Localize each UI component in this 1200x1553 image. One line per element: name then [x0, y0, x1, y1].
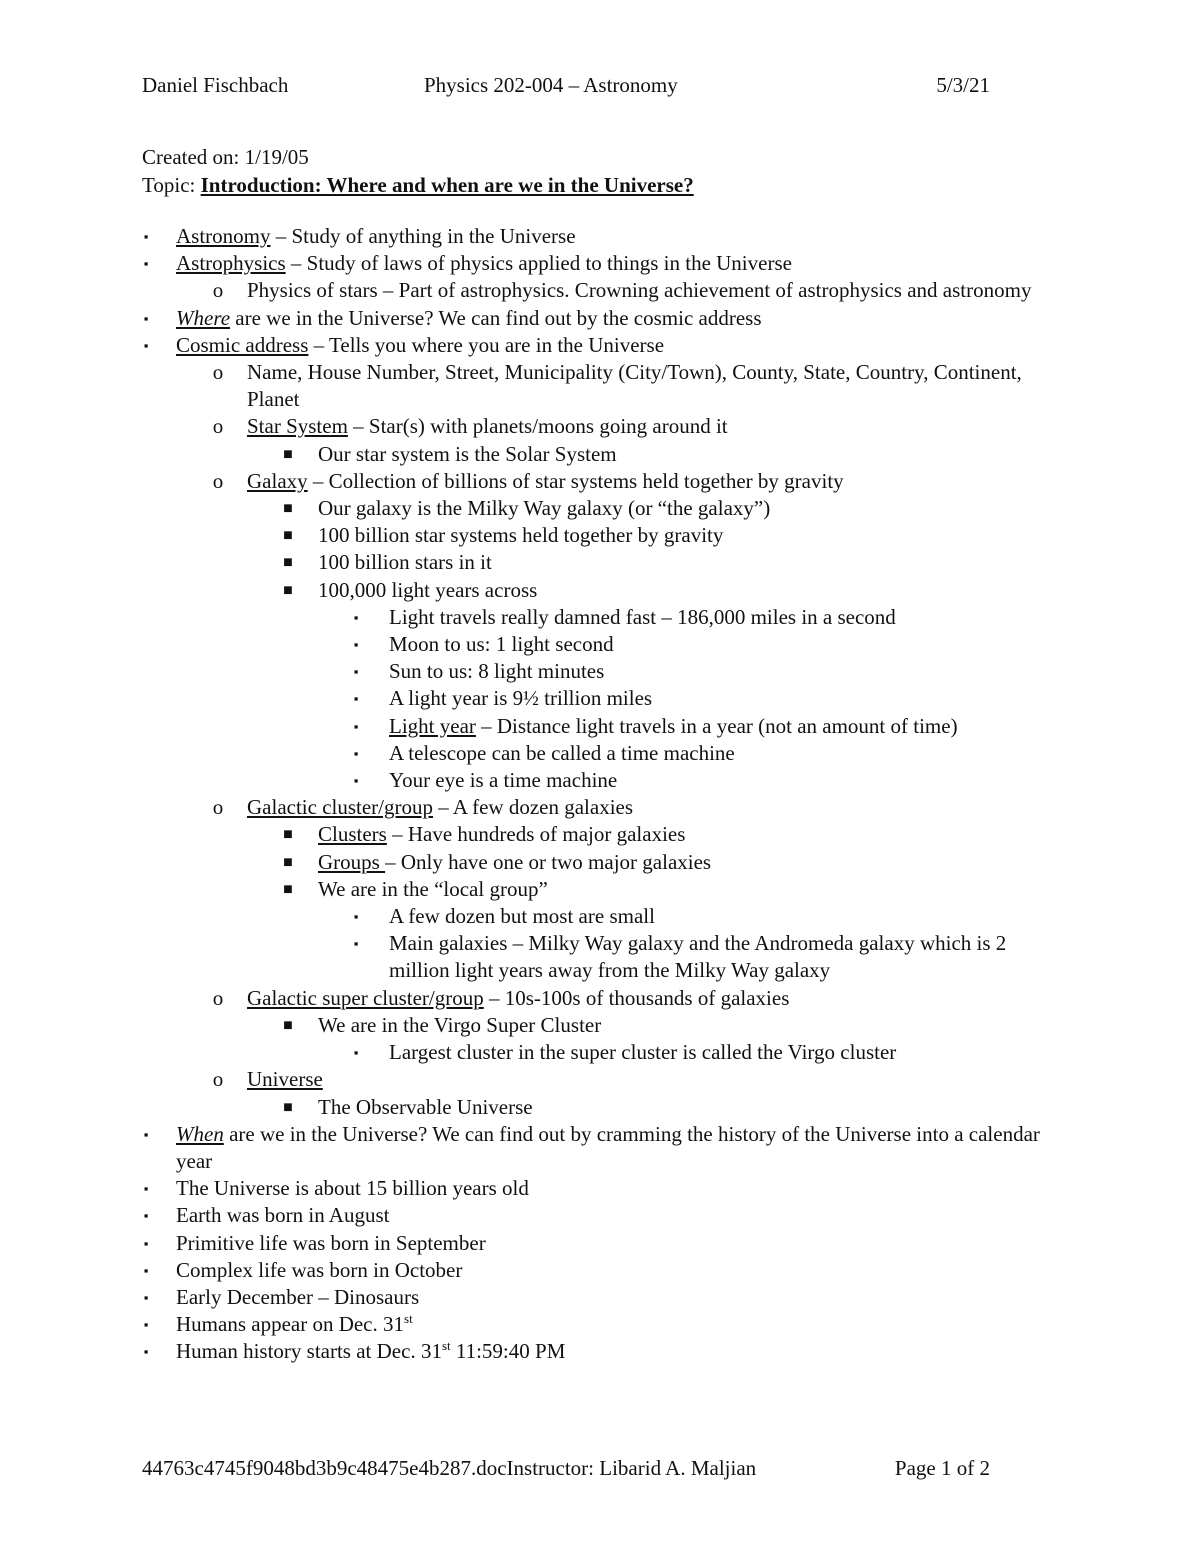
header-date: 5/3/21: [936, 73, 990, 97]
note-text: 100 billion star systems held together by gravity: [318, 523, 724, 548]
page-footer: [142, 1456, 990, 1486]
term: Galactic cluster/group: [247, 795, 434, 820]
course-title: Physics 202-004 – Astronomy: [424, 73, 678, 97]
created-date: 1/19/05: [244, 145, 309, 169]
square-bullet-icon: ▪: [143, 1344, 149, 1360]
small-square-bullet-icon: ▪: [353, 609, 359, 625]
circle-bullet-icon: o: [212, 278, 224, 303]
ordinal-suffix: st: [404, 1311, 413, 1327]
circle-bullet-icon: o: [212, 1067, 224, 1092]
note-super-cluster: [0, 985, 1200, 1012]
topic-title: Introduction: Where and when are we in the Universe?: [200, 173, 694, 197]
note-human-history: [0, 1338, 1200, 1365]
note-text: Largest cluster in the super cluster is called the Virgo cluster: [389, 1040, 897, 1065]
small-square-bullet-icon: ▪: [353, 745, 359, 761]
note-address-parts: [0, 359, 1200, 413]
note-galaxy-size: [0, 577, 1200, 604]
note-sun-distance: [0, 658, 1200, 685]
page-number: Page 1 of 2: [894, 1456, 990, 1480]
definition: – 10s-100s of thousands of galaxies: [483, 985, 790, 1010]
filled-square-bullet-icon: ■: [283, 581, 293, 599]
note-text: Complex life was born in October: [176, 1257, 463, 1282]
note-clusters: [0, 821, 1200, 848]
note-virgo-cluster: [0, 1039, 1200, 1066]
small-square-bullet-icon: ▪: [353, 691, 359, 707]
definition: – A few dozen galaxies: [433, 795, 634, 820]
definition: – Collection of billions of star systems held together by gravity: [307, 468, 844, 493]
note-eye: [0, 767, 1200, 794]
square-bullet-icon: ▪: [143, 1208, 149, 1224]
note-when: [0, 1121, 1200, 1175]
note-text: Earth was born in August: [176, 1203, 390, 1228]
page-header: [142, 73, 990, 103]
note-solar-system: [0, 441, 1200, 468]
term: Astrophysics: [176, 251, 286, 276]
term: Clusters: [318, 822, 387, 847]
note-galactic-cluster: [0, 794, 1200, 821]
note-milky-way: [0, 495, 1200, 522]
term: Light year: [389, 713, 476, 738]
term: Groups: [318, 849, 386, 874]
square-bullet-icon: ▪: [143, 1126, 149, 1142]
note-earth-born: [0, 1202, 1200, 1229]
ordinal-suffix: st: [441, 1338, 451, 1354]
square-bullet-icon: ▪: [143, 310, 149, 326]
square-bullet-icon: ▪: [143, 1289, 149, 1305]
note-text: Sun to us: 8 light minutes: [389, 659, 605, 684]
note-text: Main galaxies – Milky Way galaxy and the Andromeda galaxy which is 2 million light years away from the Milky Way galaxy: [389, 931, 1007, 983]
filled-square-bullet-icon: ■: [283, 880, 293, 898]
term: Star System: [247, 414, 348, 439]
note-light-speed: [0, 604, 1200, 631]
note-star-systems-count: [0, 522, 1200, 549]
square-bullet-icon: ▪: [143, 337, 149, 353]
note-text: A few dozen but most are small: [389, 904, 655, 929]
note-time: 11:59:40 PM: [450, 1339, 566, 1364]
note-light-year-definition: [0, 713, 1200, 740]
note-text: Our star system is the Solar System: [318, 441, 617, 466]
square-bullet-icon: ▪: [143, 229, 149, 244]
note-main-galaxies: [0, 930, 1200, 984]
small-square-bullet-icon: ▪: [353, 637, 359, 653]
note-text: Light travels really damned fast – 186,000 miles in a second: [389, 604, 896, 629]
topic-line: [142, 171, 1042, 199]
note-text: Moon to us: 1 light second: [389, 632, 614, 657]
note-text: A telescope can be called a time machine: [389, 740, 735, 765]
circle-bullet-icon: o: [212, 360, 224, 385]
note-local-group: [0, 876, 1200, 903]
note-virgo-super-cluster: [0, 1012, 1200, 1039]
note-primitive-life: [0, 1230, 1200, 1257]
square-bullet-icon: ▪: [143, 256, 149, 272]
note-moon-distance: [0, 631, 1200, 658]
note-complex-life: [0, 1257, 1200, 1284]
note-galaxy: [0, 468, 1200, 495]
document-meta: [142, 143, 1042, 199]
small-square-bullet-icon: ▪: [353, 773, 359, 789]
definition: – Only have one or two major galaxies: [385, 849, 712, 874]
note-observable-universe: [0, 1094, 1200, 1121]
note-humans-appear: [0, 1311, 1200, 1338]
author-name: Daniel Fischbach: [142, 73, 289, 97]
definition: – Study of laws of physics applied to things in the Universe: [285, 251, 792, 276]
note-text: We are in the “local group”: [318, 876, 548, 901]
created-on-line: [142, 143, 1042, 171]
filled-square-bullet-icon: ■: [283, 500, 293, 518]
note-telescope: [0, 740, 1200, 767]
note-few-dozen: [0, 903, 1200, 930]
note-text: We are in the Virgo Super Cluster: [318, 1012, 602, 1037]
note-text: 100,000 light years across: [318, 577, 538, 602]
filled-square-bullet-icon: ■: [283, 527, 293, 545]
note-text: Humans appear on Dec. 31: [176, 1312, 405, 1337]
note-universe-age: [0, 1175, 1200, 1202]
filled-square-bullet-icon: ■: [283, 1016, 293, 1034]
note-stars-count: [0, 549, 1200, 576]
square-bullet-icon: ▪: [143, 1181, 149, 1197]
created-label: Created on:: [142, 145, 240, 169]
note-physics-of-stars: [0, 277, 1200, 304]
note-astronomy: [0, 223, 1200, 250]
term: Galaxy: [247, 468, 308, 493]
circle-bullet-icon: o: [212, 985, 224, 1010]
note-cosmic-address: [0, 332, 1200, 359]
note-text: Primitive life was born in September: [176, 1230, 486, 1255]
square-bullet-icon: ▪: [143, 1317, 149, 1333]
definition: – Have hundreds of major galaxies: [386, 822, 686, 847]
note-dinosaurs: [0, 1284, 1200, 1311]
square-bullet-icon: ▪: [143, 1262, 149, 1278]
filled-square-bullet-icon: ■: [283, 1098, 293, 1116]
definition: – Study of anything in the Universe: [270, 224, 576, 248]
notes-outline: [0, 223, 1200, 1366]
small-square-bullet-icon: ▪: [353, 718, 359, 734]
term: Astronomy: [176, 224, 271, 248]
small-square-bullet-icon: ▪: [353, 909, 359, 925]
footer-file-instructor: 44763c4745f9048bd3b9c48475e4b287.docInstructor: Libarid A. Maljian: [142, 1456, 757, 1480]
note-text: Human history starts at Dec. 31: [176, 1339, 442, 1364]
circle-bullet-icon: o: [212, 414, 224, 439]
term: When: [176, 1121, 224, 1146]
definition: are we in the Universe? We can find out by cramming the history of the Universe into a calendar year: [176, 1121, 1040, 1173]
note-text: The Observable Universe: [318, 1094, 533, 1119]
small-square-bullet-icon: ▪: [353, 664, 359, 680]
note-text: 100 billion stars in it: [318, 550, 492, 575]
note-text: A light year is 9½ trillion miles: [389, 686, 653, 711]
note-where: [0, 305, 1200, 332]
circle-bullet-icon: o: [212, 795, 224, 820]
note-text: Our galaxy is the Milky Way galaxy (or “the galaxy”): [318, 496, 771, 521]
small-square-bullet-icon: ▪: [353, 1045, 359, 1061]
definition: – Star(s) with planets/moons going around it: [347, 414, 728, 439]
note-text: Early December – Dinosaurs: [176, 1284, 420, 1309]
note-text: Your eye is a time machine: [389, 768, 618, 793]
circle-bullet-icon: o: [212, 468, 224, 493]
note-text: Physics of stars – Part of astrophysics. Crowning achievement of astrophysics and astronomy: [247, 278, 1032, 303]
note-star-system: [0, 413, 1200, 440]
topic-label: Topic:: [142, 173, 196, 197]
definition: – Tells you where you are in the Universe: [308, 332, 665, 357]
filled-square-bullet-icon: ■: [283, 826, 293, 844]
note-universe: [0, 1066, 1200, 1093]
note-astrophysics: [0, 250, 1200, 277]
small-square-bullet-icon: ▪: [353, 936, 359, 952]
definition: – Distance light travels in a year (not an amount of time): [475, 713, 958, 738]
note-groups: [0, 849, 1200, 876]
filled-square-bullet-icon: ■: [283, 445, 293, 463]
filled-square-bullet-icon: ■: [283, 554, 293, 572]
definition: are we in the Universe? We can find out by the cosmic address: [230, 305, 762, 330]
note-light-year-miles: [0, 685, 1200, 712]
term: Universe: [247, 1067, 323, 1092]
note-text: Name, House Number, Street, Municipality (City/Town), County, State, Country, Continent, Planet: [247, 360, 1022, 412]
square-bullet-icon: ▪: [143, 1235, 149, 1251]
term: Galactic super cluster/group: [247, 985, 484, 1010]
term: Cosmic address: [176, 332, 309, 357]
term: Where: [176, 305, 231, 330]
filled-square-bullet-icon: ■: [283, 853, 293, 871]
note-text: The Universe is about 15 billion years old: [176, 1176, 529, 1201]
